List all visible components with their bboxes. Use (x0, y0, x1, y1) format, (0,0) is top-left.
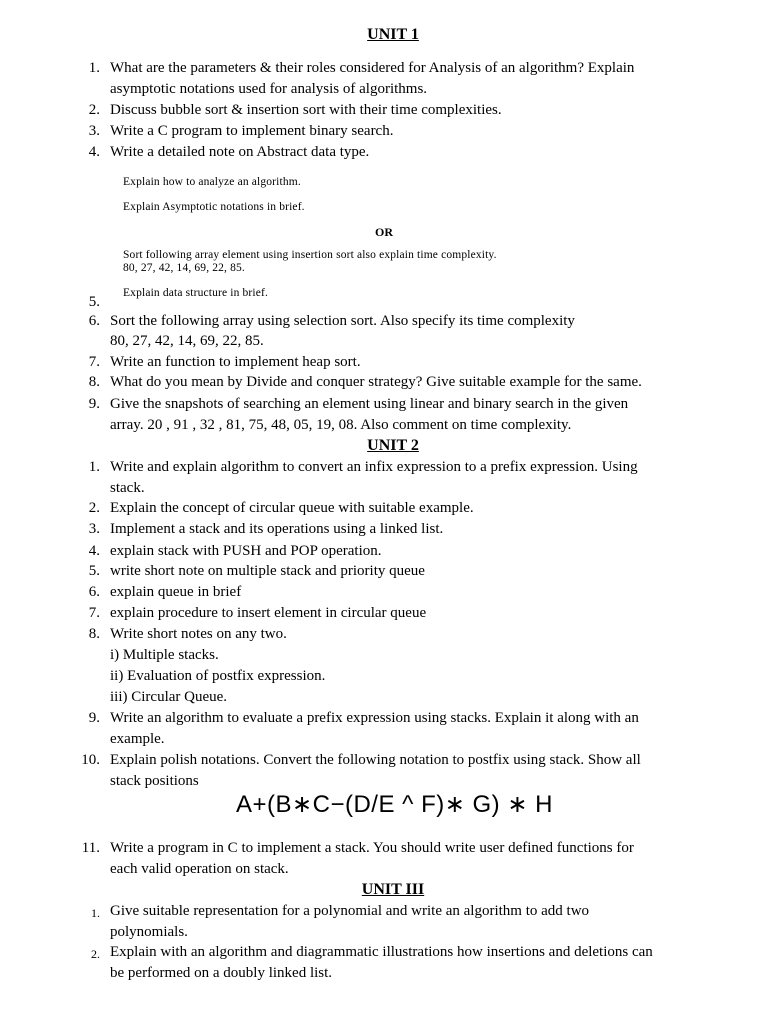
item-text: Write a C program to implement binary search. (110, 123, 394, 139)
unit2-title: UNIT 2 (367, 437, 419, 454)
item-text: iii) Circular Queue. (110, 689, 228, 705)
item-number: 5. (88, 294, 100, 310)
item-number: 2. (88, 500, 100, 516)
item-text: polynomials. (110, 924, 188, 940)
item-number: 1. (88, 459, 100, 475)
item-number: 1. (88, 60, 100, 76)
item-text: 80, 27, 42, 14, 69, 22, 85. (110, 333, 264, 349)
item-text: What are the parameters & their roles considered for Analysis of an algorithm? Explain (110, 60, 635, 76)
item-text: Give the snapshots of searching an element using linear and binary search in the given (110, 396, 629, 412)
item-text: be performed on a doubly linked list. (110, 965, 333, 981)
item-text: Write and explain algorithm to convert an infix expression to a prefix expression. Using (110, 459, 638, 475)
unit3-title: UNIT III (361, 881, 425, 898)
item-text: stack. (110, 480, 145, 496)
inset-line: Explain data structure in brief. (123, 287, 268, 299)
item-text: explain queue in brief (110, 584, 242, 600)
item-text: stack positions (110, 773, 199, 789)
item-text: Write a program in C to implement a stack. You should write user defined functions for (110, 840, 634, 856)
item-text: asymptotic notations used for analysis of algorithms. (110, 81, 428, 97)
item-number: 3. (88, 521, 100, 537)
item-number: 4. (88, 543, 100, 559)
unit1-title: UNIT 1 (367, 26, 419, 43)
item-text: Explain the concept of circular queue with suitable example. (110, 500, 474, 516)
inset-line: Explain Asymptotic notations in brief. (123, 201, 305, 213)
item-text: What do you mean by Divide and conquer strategy? Give suitable example for the same. (110, 374, 642, 390)
infix-expression: A+(B∗C−(D/E ^ F)∗ G) ∗ H (236, 791, 553, 818)
item-number: 2. (91, 947, 100, 961)
item-text: Write short notes on any two. (110, 626, 287, 642)
item-text: explain procedure to insert element in circular queue (110, 605, 427, 621)
item-number: 8. (88, 374, 100, 390)
item-text: explain stack with PUSH and POP operation. (110, 543, 382, 559)
item-text: array. 20 , 91 , 32 , 81, 75, 48, 05, 19, 08. Also comment on time complexity. (110, 417, 572, 433)
item-text: each valid operation on stack. (110, 861, 289, 877)
item-text: i) Multiple stacks. (110, 647, 219, 663)
item-number: 9. (88, 396, 100, 412)
item-text: Discuss bubble sort & insertion sort with their time complexities. (110, 102, 502, 118)
item-text: ii) Evaluation of postfix expression. (110, 668, 326, 684)
inset-line: 80, 27, 42, 14, 69, 22, 85. (123, 262, 245, 274)
item-number: 6. (88, 584, 100, 600)
item-text: Write an function to implement heap sort. (110, 354, 361, 370)
inset-line: Sort following array element using insertion sort also explain time complexity. (123, 249, 497, 261)
item-number: 2. (88, 102, 100, 118)
inset-line: Explain how to analyze an algorithm. (123, 176, 301, 188)
item-number: 8. (88, 626, 100, 642)
item-text: Explain with an algorithm and diagrammatic illustrations how insertions and deletions can (110, 944, 653, 960)
item-number: 7. (88, 605, 100, 621)
item-number: 6. (88, 313, 100, 329)
item-text: Write an algorithm to evaluate a prefix expression using stacks. Explain it along with an (110, 710, 639, 726)
item-text: Give suitable representation for a polynomial and write an algorithm to add two (110, 903, 590, 919)
item-text: example. (110, 731, 165, 747)
item-text: Explain polish notations. Convert the following notation to postfix using stack. Show all (110, 752, 641, 768)
item-text: Write a detailed note on Abstract data type. (110, 144, 370, 160)
item-text: Sort the following array using selection sort. Also specify its time complexity (110, 313, 575, 329)
item-number: 3. (88, 123, 100, 139)
item-text: Implement a stack and its operations using a linked list. (110, 521, 444, 537)
item-number: 9. (88, 710, 100, 726)
item-number: 1. (91, 906, 100, 920)
item-number: 5. (88, 563, 100, 579)
item-text: write short note on multiple stack and priority queue (110, 563, 425, 579)
inset-or: OR (375, 225, 393, 239)
item-number: 11. (81, 840, 100, 856)
item-number: 4. (88, 144, 100, 160)
item-number: 7. (88, 354, 100, 370)
item-number: 10. (81, 752, 100, 768)
